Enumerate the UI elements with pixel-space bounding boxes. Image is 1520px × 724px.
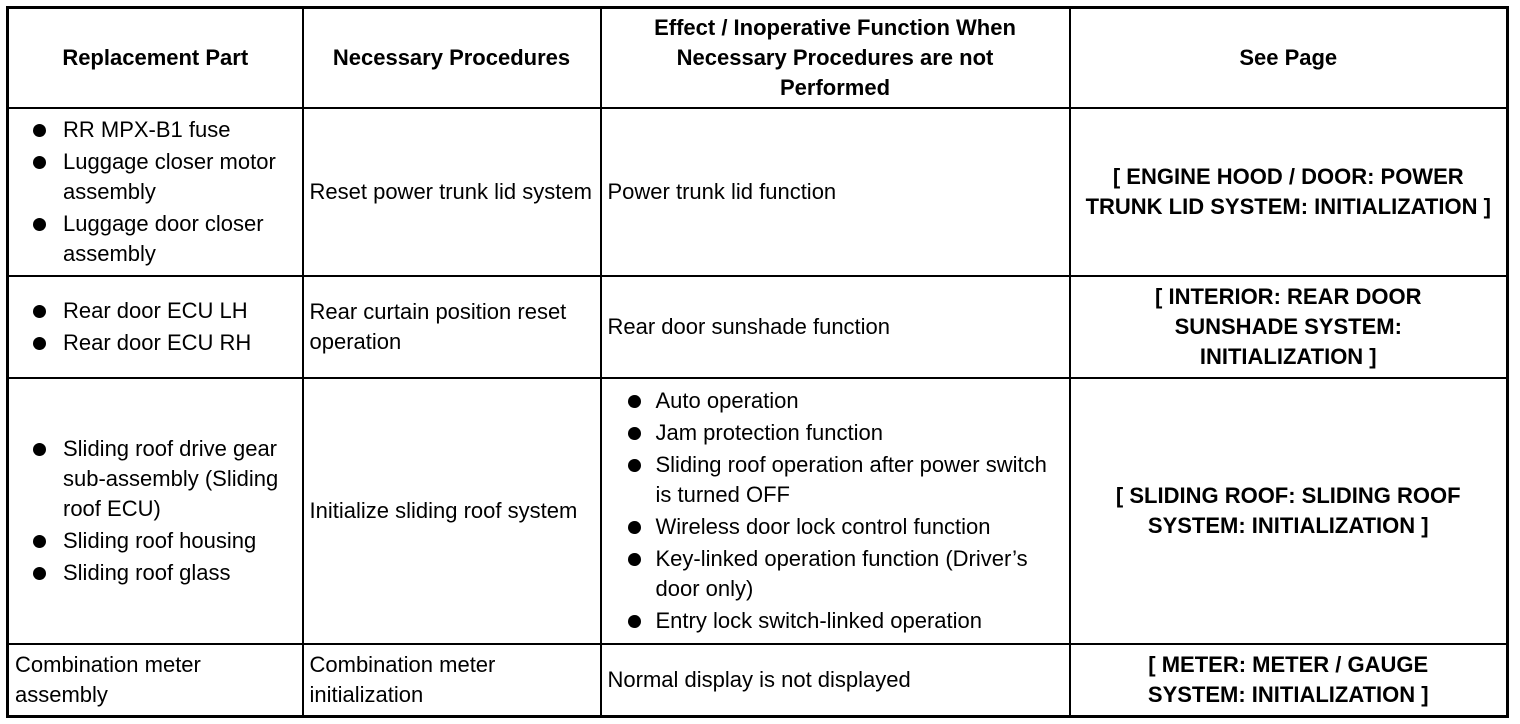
table-row — [8, 378, 1508, 645]
table-row — [8, 276, 1508, 377]
part-list — [15, 115, 296, 269]
list-item: Sliding roof operation after power switch is turned OFF — [608, 450, 1063, 510]
list-item: RR MPX-B1 fuse — [15, 115, 296, 145]
see-page-reference: [ METER: METER / GAUGE SYSTEM: INITIALIZATION ] — [1070, 644, 1508, 716]
table-row — [8, 644, 1508, 716]
part-list — [15, 296, 296, 358]
list-item: Sliding roof drive gear sub-assembly (Sliding roof ECU) — [15, 434, 296, 524]
list-item: Sliding roof housing — [15, 526, 296, 556]
effect-cell — [601, 378, 1070, 645]
part-list — [15, 434, 296, 588]
list-item: Sliding roof glass — [15, 558, 296, 588]
see-page-reference: [ ENGINE HOOD / DOOR: POWER TRUNK LID SYSTEM: INITIALIZATION ] — [1070, 108, 1508, 276]
list-item: Wireless door lock control function — [608, 512, 1063, 542]
list-item: Luggage closer motor assembly — [15, 147, 296, 207]
replacement-procedures-table — [6, 6, 1509, 718]
part-cell — [8, 378, 303, 645]
list-item: Auto operation — [608, 386, 1063, 416]
part-cell — [8, 108, 303, 276]
header-row — [8, 8, 1508, 108]
table-row — [8, 108, 1508, 276]
list-item: Entry lock switch-linked operation — [608, 606, 1063, 636]
procedure-cell: Combination meter initialization — [303, 644, 601, 716]
procedure-cell: Rear curtain position reset operation — [303, 276, 601, 377]
list-item: Rear door ECU LH — [15, 296, 296, 326]
effect-list — [608, 386, 1063, 636]
procedure-cell: Reset power trunk lid system — [303, 108, 601, 276]
list-item: Rear door ECU RH — [15, 328, 296, 358]
see-page-reference: [ INTERIOR: REAR DOOR SUNSHADE SYSTEM: INITIALIZATION ] — [1070, 276, 1508, 377]
header-necessary-procedures: Necessary Procedures — [303, 8, 601, 108]
header-replacement-part: Replacement Part — [8, 8, 303, 108]
see-page-reference: [ SLIDING ROOF: SLIDING ROOF SYSTEM: INITIALIZATION ] — [1070, 378, 1508, 645]
list-item: Key-linked operation function (Driver’s door only) — [608, 544, 1063, 604]
list-item: Luggage door closer assembly — [15, 209, 296, 269]
header-see-page: See Page — [1070, 8, 1508, 108]
effect-cell: Power trunk lid function — [601, 108, 1070, 276]
effect-cell: Normal display is not displayed — [601, 644, 1070, 716]
procedure-cell: Initialize sliding roof system — [303, 378, 601, 645]
header-effect: Effect / Inoperative Function When Necessary Procedures are not Performed — [601, 8, 1070, 108]
part-cell: Combination meter assembly — [8, 644, 303, 716]
part-cell — [8, 276, 303, 377]
effect-cell: Rear door sunshade function — [601, 276, 1070, 377]
list-item: Jam protection function — [608, 418, 1063, 448]
